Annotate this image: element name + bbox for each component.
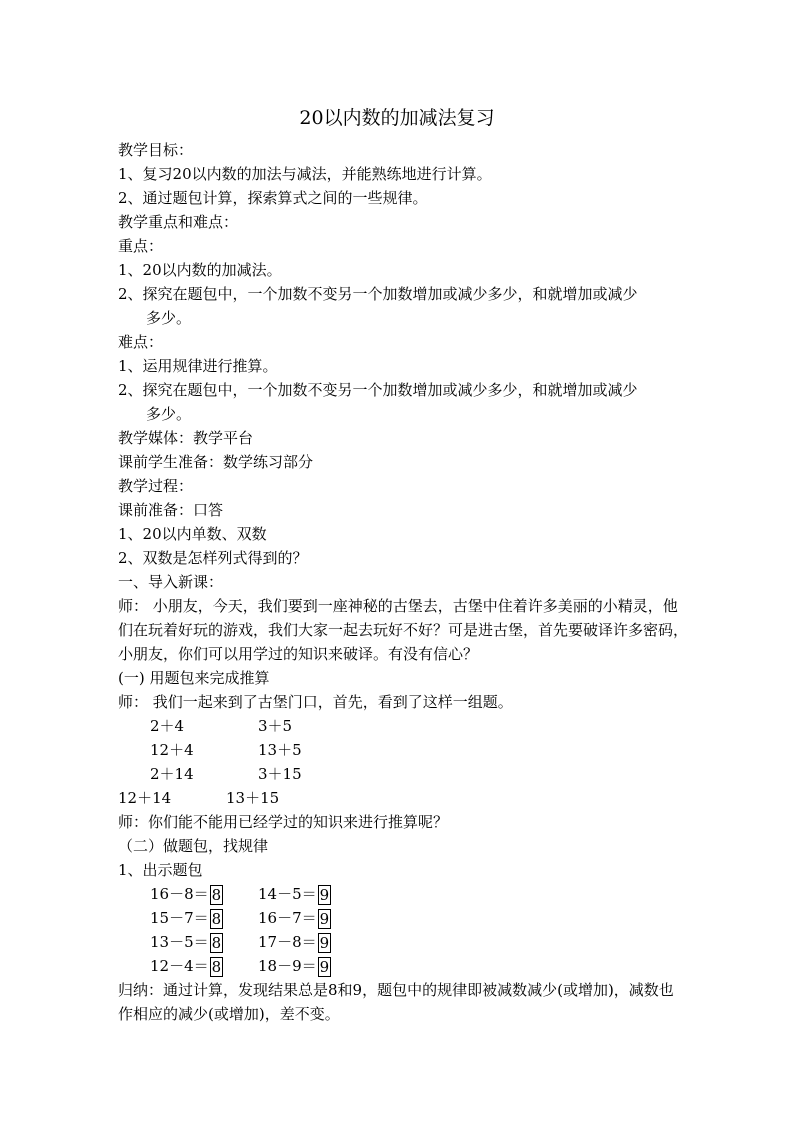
addition-row — [118, 762, 688, 786]
part1-teacher: 师： 我们一起来到了古堡门口，首先，看到了这样一组题。 — [118, 693, 513, 711]
subtraction-row — [118, 906, 688, 930]
addition-row — [118, 786, 688, 810]
addition-left: 12＋14 — [118, 789, 172, 807]
part2-heading: （二）做题包，找规律 — [118, 837, 269, 855]
answer-box: 9 — [319, 958, 330, 976]
summary: 归纳：通过计算，发现结果总是8和9，题包中的规律即被减数减少(或增加)，减数也作相应的减少(或增加)，差不变。 — [118, 981, 674, 1023]
key-point-continued: 多少。 — [146, 309, 192, 327]
difficult-point-continued: 多少。 — [146, 405, 192, 423]
answer-box: 8 — [211, 886, 222, 904]
subtraction-row — [118, 882, 688, 906]
addition-row — [118, 738, 688, 762]
expression: 16－7＝ — [258, 909, 317, 927]
key-point: 2、探究在题包中，一个加数不变另一个加数增加或减少多少，和就增加或减少 — [118, 285, 638, 303]
teaching-media: 教学媒体：教学平台 — [118, 429, 254, 447]
addition-row — [118, 714, 688, 738]
key-heading: 重点： — [118, 237, 164, 255]
expression: 18－9＝ — [258, 957, 317, 975]
subtraction-left — [118, 954, 258, 978]
document-body — [118, 138, 688, 1026]
expression: 14－5＝ — [258, 885, 317, 903]
subtraction-left — [118, 930, 258, 954]
addition-right: 3＋5 — [258, 717, 293, 735]
expression: 17－8＝ — [258, 933, 317, 951]
addition-right: 3＋15 — [258, 765, 302, 783]
teacher-intro: 师： 小朋友，今天，我们要到一座神秘的古堡去，古堡中住着许多美丽的小精灵，他们在玩着好玩的游戏，我们大家一起去玩好不好？可是进古堡，首先要破译许多密码，小朋友，你们可以用学过的知识来破译。有没有信心？ — [118, 597, 689, 663]
subtraction-row — [118, 954, 688, 978]
answer-box: 8 — [211, 934, 222, 952]
difficult-point: 2、探究在题包中，一个加数不变另一个加数增加或减少多少，和就增加或减少 — [118, 381, 638, 399]
pre-class-item: 2、双数是怎样列式得到的？ — [118, 549, 308, 567]
addition-right: 13＋15 — [226, 789, 280, 807]
subtraction-left — [118, 906, 258, 930]
addition-left: 2＋14 — [150, 765, 194, 783]
expression: 15－7＝ — [150, 909, 209, 927]
subtraction-right — [258, 882, 331, 906]
difficult-heading: 难点： — [118, 333, 164, 351]
expression: 12－4＝ — [150, 957, 209, 975]
page-title: 20以内数的加减法复习 — [299, 107, 495, 129]
subtraction-row — [118, 930, 688, 954]
objectives-heading: 教学目标： — [118, 141, 194, 159]
process-heading: 教学过程： — [118, 477, 194, 495]
answer-box: 8 — [211, 910, 222, 928]
show-package: 1、出示题包 — [118, 861, 203, 879]
expression: 16－8＝ — [150, 885, 209, 903]
answer-box: 9 — [319, 886, 330, 904]
addition-right: 13＋5 — [258, 741, 302, 759]
answer-box: 9 — [319, 934, 330, 952]
difficult-point: 1、运用规律进行推算。 — [118, 357, 278, 375]
addition-left: 12＋4 — [150, 741, 194, 759]
subtraction-left — [118, 882, 258, 906]
part1-question: 师：你们能不能用已经学过的知识来进行推算呢？ — [118, 813, 449, 831]
answer-box: 9 — [319, 910, 330, 928]
addition-left: 2＋4 — [150, 717, 185, 735]
subtraction-right — [258, 906, 331, 930]
expression: 13－5＝ — [150, 933, 209, 951]
section1-heading: 一、导入新课： — [118, 573, 224, 591]
subtraction-right — [258, 954, 331, 978]
key-point: 1、20以内数的加减法。 — [118, 261, 282, 279]
pre-class-item: 1、20以内单数、双数 — [118, 525, 267, 543]
part1-heading: (一) 用题包来完成推算 — [118, 669, 270, 687]
student-prep: 课前学生准备：数学练习部分 — [118, 453, 314, 471]
pre-class: 课前准备：口答 — [118, 501, 224, 519]
subtraction-right — [258, 930, 331, 954]
objective-item: 2、通过题包计算，探索算式之间的一些规律。 — [118, 189, 428, 207]
key-difficult-heading: 教学重点和难点： — [118, 213, 239, 231]
objective-item: 1、复习20以内数的加法与减法，并能熟练地进行计算。 — [118, 165, 492, 183]
answer-box: 8 — [211, 958, 222, 976]
